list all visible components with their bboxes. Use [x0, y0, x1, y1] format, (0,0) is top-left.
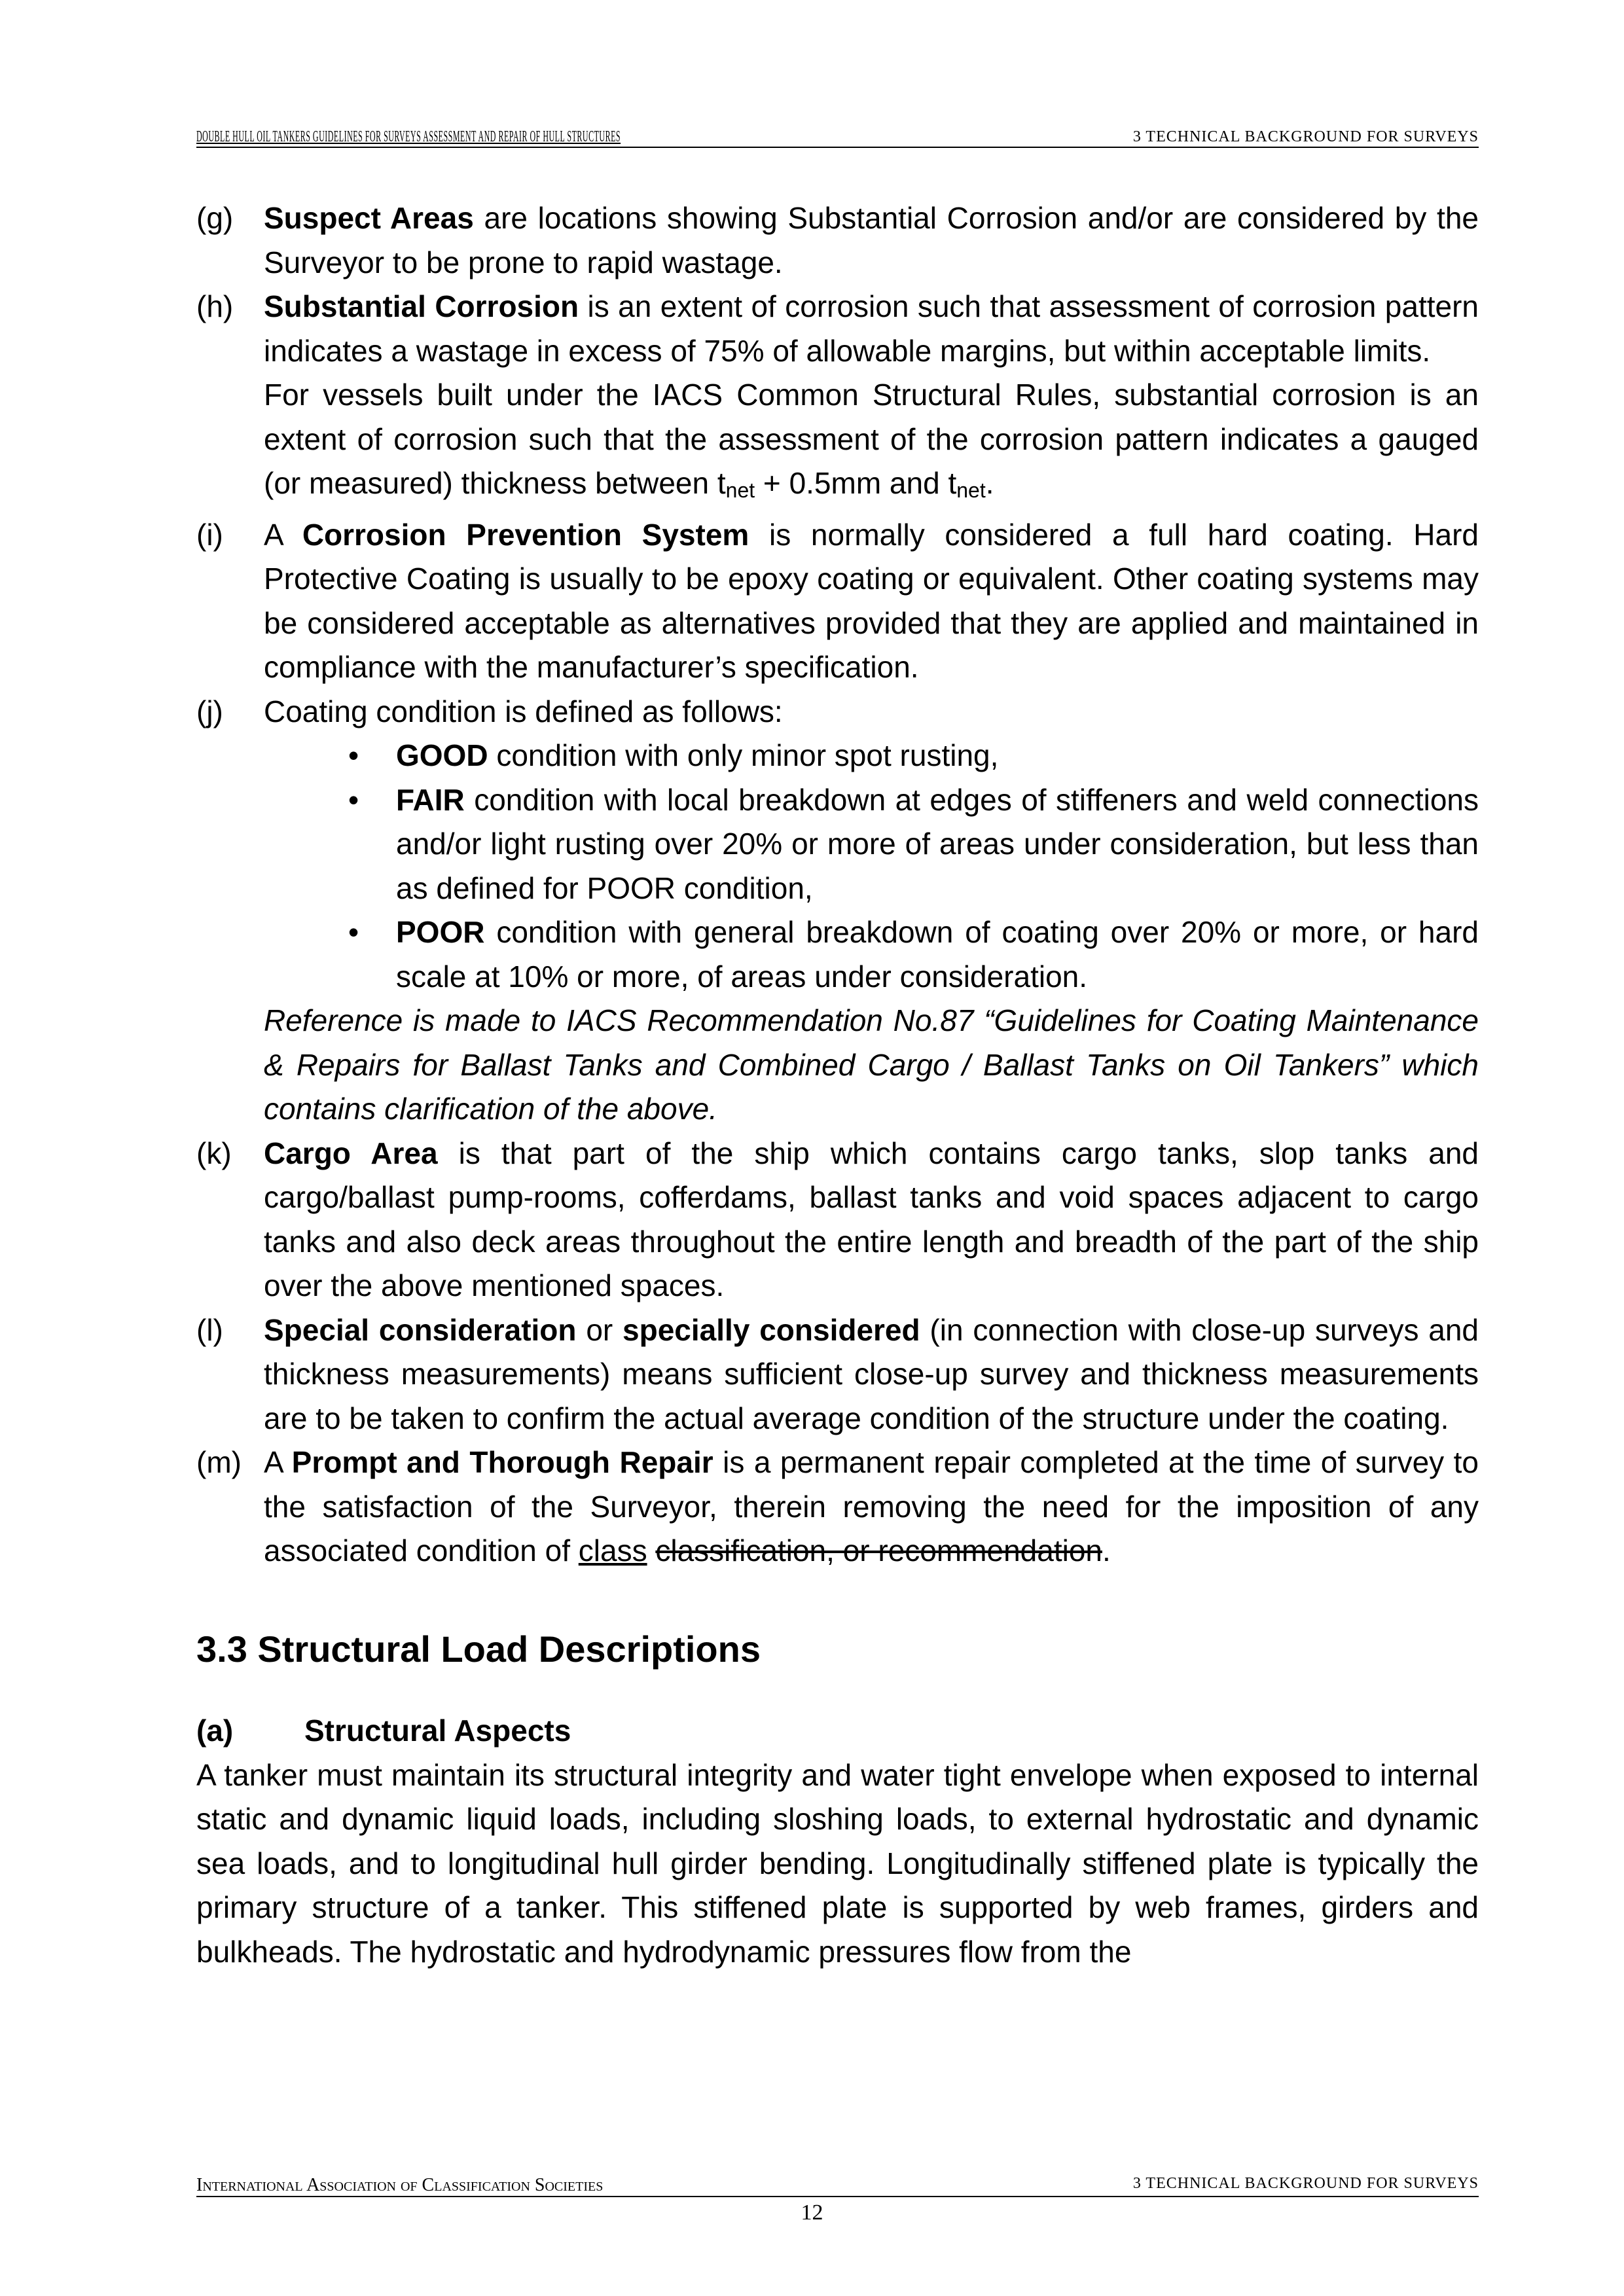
definition-l: [196, 1308, 1479, 1441]
defined-term: Corrosion Prevention System: [302, 517, 749, 552]
defined-term-alt: specially considered: [623, 1312, 920, 1347]
bullet-icon: •: [348, 738, 359, 772]
defined-term: Special consideration: [264, 1312, 577, 1347]
subsection-heading: [196, 1709, 1479, 1753]
definition-text: is a permanent repair completed at the time of survey to the satisfaction of the Surveyor, therein removing the need for the imposition of any associated condition of: [264, 1445, 1479, 1568]
header-rule: [196, 147, 1479, 148]
condition-term: FAIR: [396, 782, 465, 817]
section-heading: 3.3 Structural Load Descriptions: [196, 1628, 761, 1670]
definition-text-mid: + 0.5mm and t: [755, 466, 957, 500]
definition-text: are locations showing Substantial Corrosion and/or are considered by the Surveyor to be prone to rapid wastage.: [264, 201, 1479, 279]
conjunction: or: [576, 1312, 623, 1347]
definition-g: [196, 196, 1479, 285]
header-document-title: DOUBLE HULL OIL TANKERS GUIDELINES FOR SURVEYS ASSESSMENT AND REPAIR OF HULL STRUCTURES: [196, 128, 621, 145]
item-label: (i): [196, 517, 223, 552]
definition-m: [196, 1441, 1479, 1573]
defined-term: Substantial Corrosion: [264, 289, 579, 323]
item-label: (j): [196, 694, 223, 728]
definition-text-csr: For vessels built under the IACS Common Structural Rules, substantial corrosion is an extent of corrosion such that the assessment of the corrosion pattern indicates a gauged (or measured) thickness between t: [264, 378, 1479, 500]
defined-term: Prompt and Thorough Repair: [291, 1445, 713, 1479]
condition-text: condition with only minor spot rusting,: [488, 738, 999, 772]
defined-term: Suspect Areas: [264, 201, 474, 235]
header-chapter-title: 3 TECHNICAL BACKGROUND FOR SURVEYS: [1132, 128, 1479, 145]
deleted-text: classification, or recommendation: [655, 1534, 1102, 1568]
bullet-icon: •: [348, 782, 359, 817]
item-label: (k): [196, 1136, 232, 1170]
inserted-text: class: [578, 1534, 647, 1568]
footer-rule: [196, 2196, 1479, 2197]
iacs-reference-note: Reference is made to IACS Recommendation No.87 “Guidelines for Coating Maintenance & Repairs for Ballast Tanks and Combined Cargo / Ballast Tanks on Oil Tankers” which contains clarification of the above.: [264, 1003, 1479, 1126]
page-body: [196, 196, 1479, 1974]
footer-organization: International Association of Classification Societies: [196, 2175, 604, 2195]
item-label: (l): [196, 1312, 223, 1347]
item-label: (g): [196, 201, 234, 235]
definition-prefix: A: [264, 1445, 292, 1479]
definition-text: is that part of the ship which contains cargo tanks, slop tanks and cargo/ballast pump-rooms, cofferdams, ballast tanks and void spaces adjacent to cargo tanks and also deck areas throughout the entire length and breadth of the part of the ship over the above mentioned spaces.: [264, 1136, 1479, 1302]
item-label: (h): [196, 289, 234, 323]
item-label: (m): [196, 1445, 242, 1479]
structural-aspects-paragraph: A tanker must maintain its structural integrity and water tight envelope when exposed to internal static and dynamic liquid loads, including sloshing loads, to external hydrostatic and dynamic sea loads, and to longitudinal hull girder bending. Longitudinally stiffened plate is typically the primary structure of a tanker. This stiffened plate is supported by web frames, girders and bulkheads. The hydrostatic and hydrodynamic pressures flow from the: [196, 1757, 1479, 1969]
bullet-fair: [196, 778, 1479, 911]
definition-h: [196, 285, 1479, 513]
defined-term: Cargo Area: [264, 1136, 438, 1170]
subsection-label: (a): [196, 1713, 234, 1748]
definition-text: is an extent of corrosion such that assessment of corrosion pattern indicates a wastage in excess of 75% of allowable margins, but within acceptable limits.: [264, 289, 1479, 368]
definition-prefix: A: [264, 517, 302, 552]
page-footer: [196, 2175, 1479, 2195]
bullet-poor: [196, 910, 1479, 999]
page-header: [196, 128, 1479, 148]
section-heading-wrap: [196, 1627, 1479, 1672]
condition-term: GOOD: [396, 738, 488, 772]
definition-j: [196, 690, 1479, 734]
definition-k: [196, 1132, 1479, 1308]
footer-chapter-title: 3 TECHNICAL BACKGROUND FOR SURVEYS: [1132, 2175, 1479, 2192]
definition-text: Coating condition is defined as follows:: [264, 694, 783, 728]
definition-i: [196, 513, 1479, 690]
bullet-icon: •: [348, 915, 359, 949]
subsection-title: Structural Aspects: [304, 1713, 571, 1748]
subscript: net: [725, 478, 755, 502]
bullet-good: [196, 734, 1479, 778]
page-number: 12: [801, 2200, 823, 2225]
sentence-end: .: [1102, 1534, 1111, 1568]
condition-text: condition with general breakdown of coating over 20% or more, or hard scale at 10% or more, of areas under consideration.: [396, 915, 1479, 994]
sentence-end: .: [985, 466, 994, 500]
subscript: net: [956, 478, 986, 502]
definition-text: is normally considered a full hard coating. Hard Protective Coating is usually to be epoxy coating or equivalent. Other coating systems may be considered acceptable as alternatives provided that they are applied and maintained in compliance with the manufacturer’s specification.: [264, 517, 1479, 684]
space: [647, 1534, 656, 1568]
condition-text: condition with local breakdown at edges of stiffeners and weld connections and/or light rusting over 20% or more of areas under consideration, but less than as defined for POOR condition,: [396, 782, 1479, 905]
definition-text: (in connection with close-up surveys and thickness measurements) means sufficient close-up survey and thickness measurements are to be taken to confirm the actual average condition of the structure under the coating.: [264, 1312, 1479, 1435]
condition-term: POOR: [396, 915, 485, 949]
